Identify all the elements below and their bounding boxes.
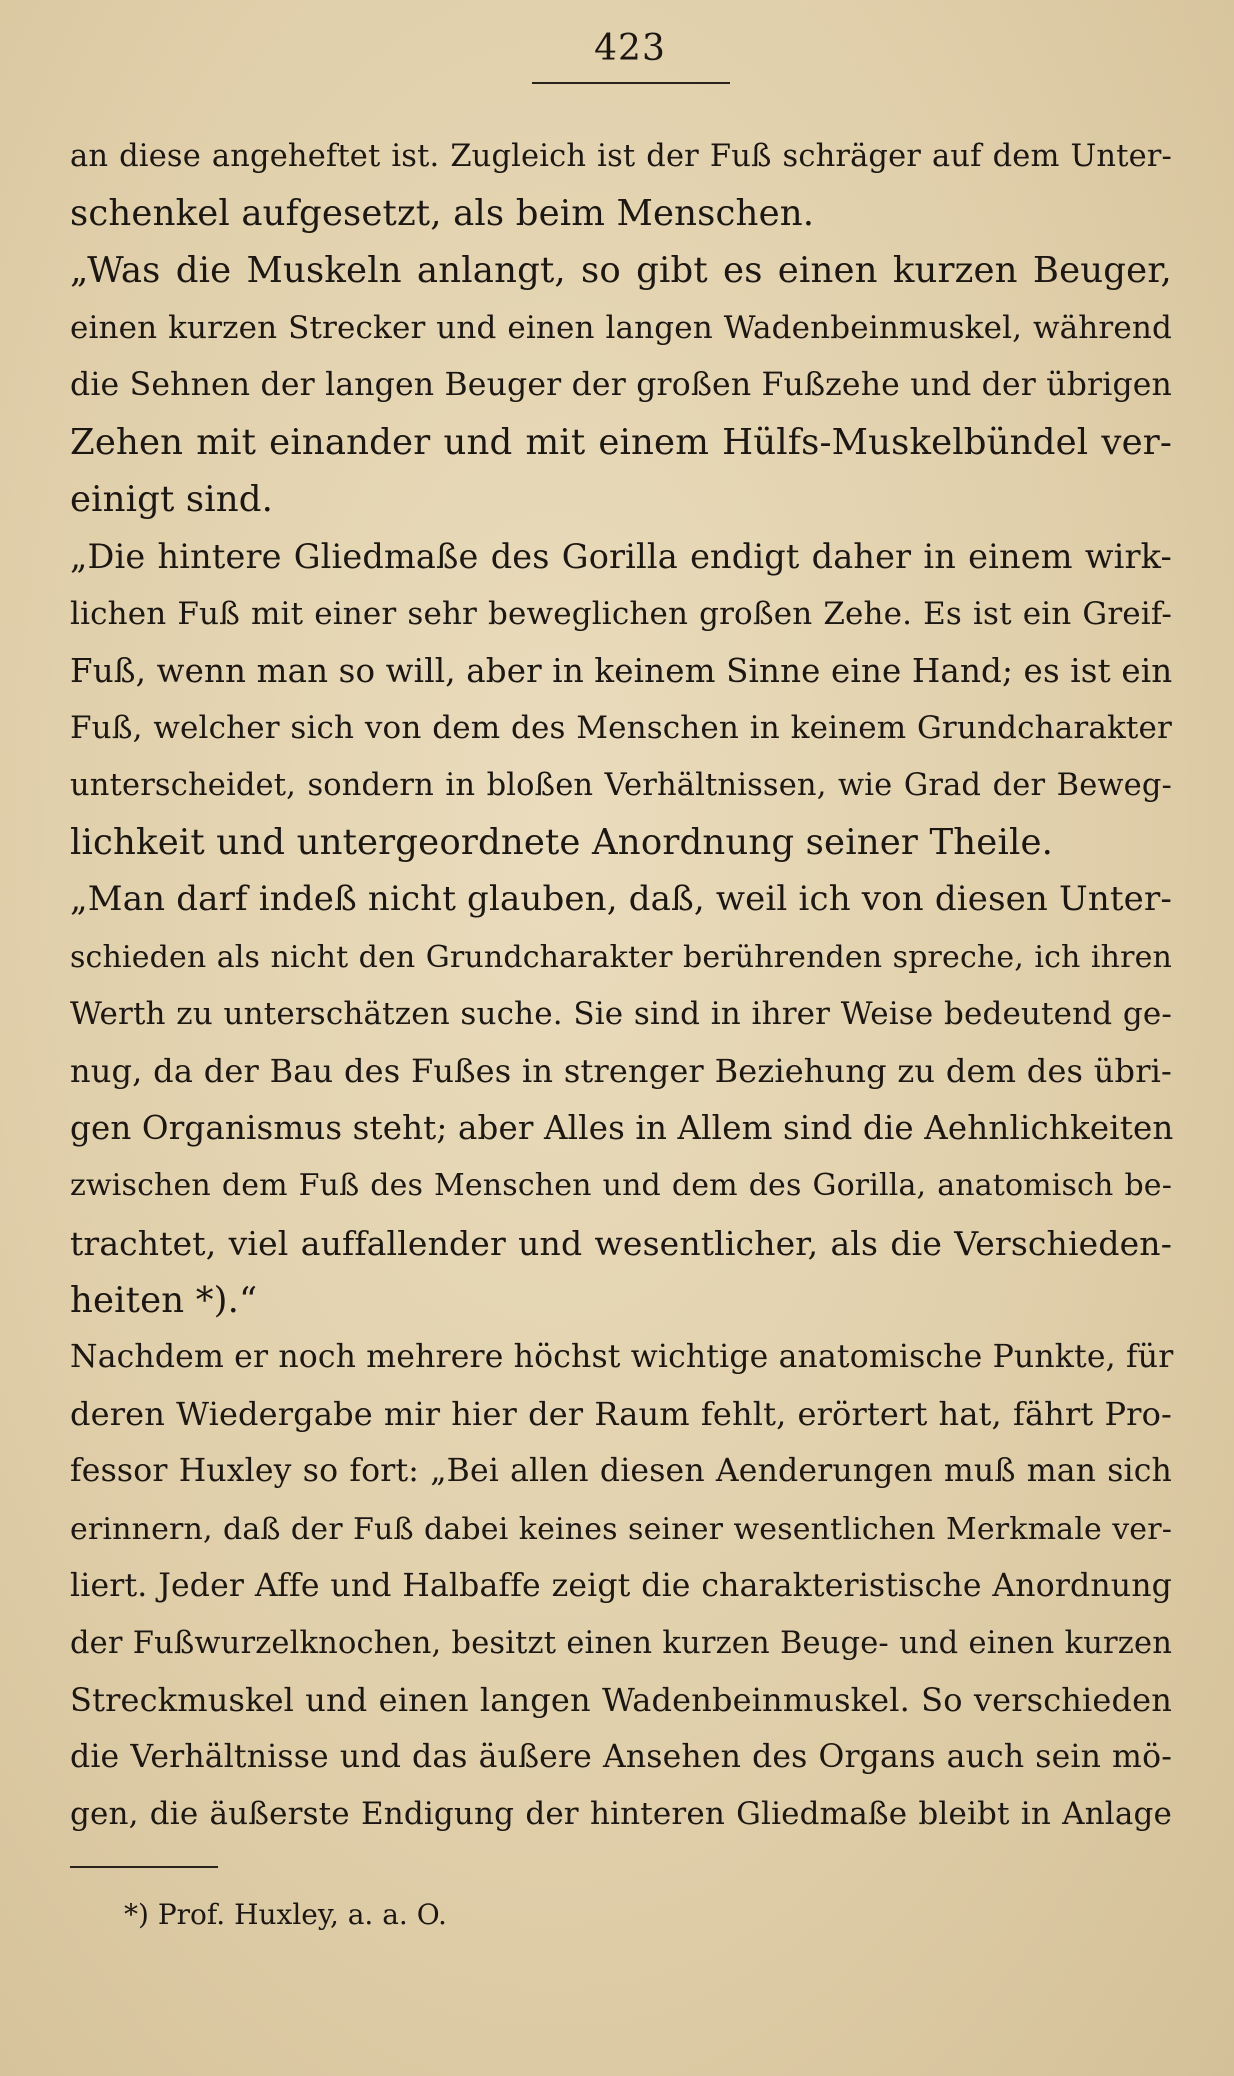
text-line: Streckmuskel und einen langen Wadenbeinmuskel. So verschieden bbox=[70, 1681, 1172, 1720]
text-line: schenkel aufgesetzt, als beim Menschen. bbox=[70, 193, 815, 235]
text-line: liert. Jeder Affe und Halbaffe zeigt die charakteristische Anordnung bbox=[70, 1567, 1172, 1604]
text-line: zwischen dem Fuß des Menschen und dem des Gorilla, anatomisch be- bbox=[70, 1168, 1172, 1204]
text-line: „Was die Muskeln anlangt, so gibt es einen kurzen Beuger, bbox=[70, 250, 1172, 292]
text-line: heiten *).“ bbox=[70, 1279, 258, 1321]
text-line: Nachdem er noch mehrere höchst wichtige anatomische Punkte, für bbox=[70, 1338, 1174, 1375]
text-line: gen, die äußerste Endigung der hinteren Gliedmaße bleibt in Anlage bbox=[70, 1796, 1172, 1833]
text-line: nug, da der Bau des Fußes in strenger Beziehung zu dem des übri- bbox=[70, 1052, 1172, 1090]
footnote-rule bbox=[70, 1866, 218, 1868]
text-line: gen Organismus steht; aber Alles in Allem sind die Aehnlichkeiten bbox=[70, 1109, 1174, 1148]
page-number: 423 bbox=[594, 28, 666, 69]
text-line: der Fußwurzelknochen, besitzt einen kurzen Beuge- und einen kurzen bbox=[70, 1625, 1172, 1661]
text-line: erinnern, daß der Fuß dabei keines seiner wesentlichen Merkmale ver- bbox=[70, 1511, 1172, 1547]
text-line: „Man darf indeß nicht glauben, daß, weil ich von diesen Unter- bbox=[70, 879, 1172, 920]
text-line: Fuß, welcher sich von dem des Menschen in keinem Grundcharakter bbox=[70, 709, 1172, 746]
text-line: die Verhältnisse und das äußere Ansehen des Organs auch sein mö- bbox=[70, 1739, 1172, 1776]
text-line: trachtet, viel auffallender und wesentlicher, als die Verschieden- bbox=[70, 1223, 1172, 1263]
text-line: unterscheidet, sondern in bloßen Verhältnissen, wie Grad der Beweg- bbox=[70, 768, 1172, 804]
text-line: Zehen mit einander und mit einem Hülfs-Muskelbündel ver- bbox=[70, 421, 1172, 463]
header-rule bbox=[532, 82, 730, 84]
text-line: deren Wiedergabe mir hier der Raum fehlt, erörtert hat, fährt Pro- bbox=[70, 1395, 1172, 1434]
footnote: *) Prof. Huxley, a. a. O. bbox=[124, 1898, 447, 1931]
text-line: einen kurzen Strecker und einen langen Wadenbeinmuskel, während bbox=[70, 309, 1172, 346]
text-line: „Die hintere Gliedmaße des Gorilla endigt daher in einem wirk- bbox=[70, 537, 1172, 577]
text-line: an diese angeheftet ist. Zugleich ist der Fuß schräger auf dem Unter- bbox=[70, 139, 1172, 174]
text-line: fessor Huxley so fort: „Bei allen diesen Aenderungen muß man sich bbox=[70, 1453, 1172, 1490]
body-text bbox=[70, 128, 1172, 1844]
text-line: Fuß, wenn man so will, aber in keinem Sinne eine Hand; es ist ein bbox=[70, 651, 1173, 690]
text-line: lichkeit und untergeordnete Anordnung seiner Theile. bbox=[70, 822, 1054, 864]
text-line: einigt sind. bbox=[70, 479, 274, 521]
text-line: Werth zu unterschätzen suche. Sie sind in ihrer Weise bedeutend ge- bbox=[70, 995, 1172, 1032]
text-line: die Sehnen der langen Beuger der großen Fußzehe und der übrigen bbox=[70, 366, 1172, 403]
text-line: schieden als nicht den Grundcharakter berührenden spreche, ich ihren bbox=[70, 939, 1172, 975]
text-line: lichen Fuß mit einer sehr beweglichen großen Zehe. Es ist ein Greif- bbox=[70, 595, 1172, 632]
